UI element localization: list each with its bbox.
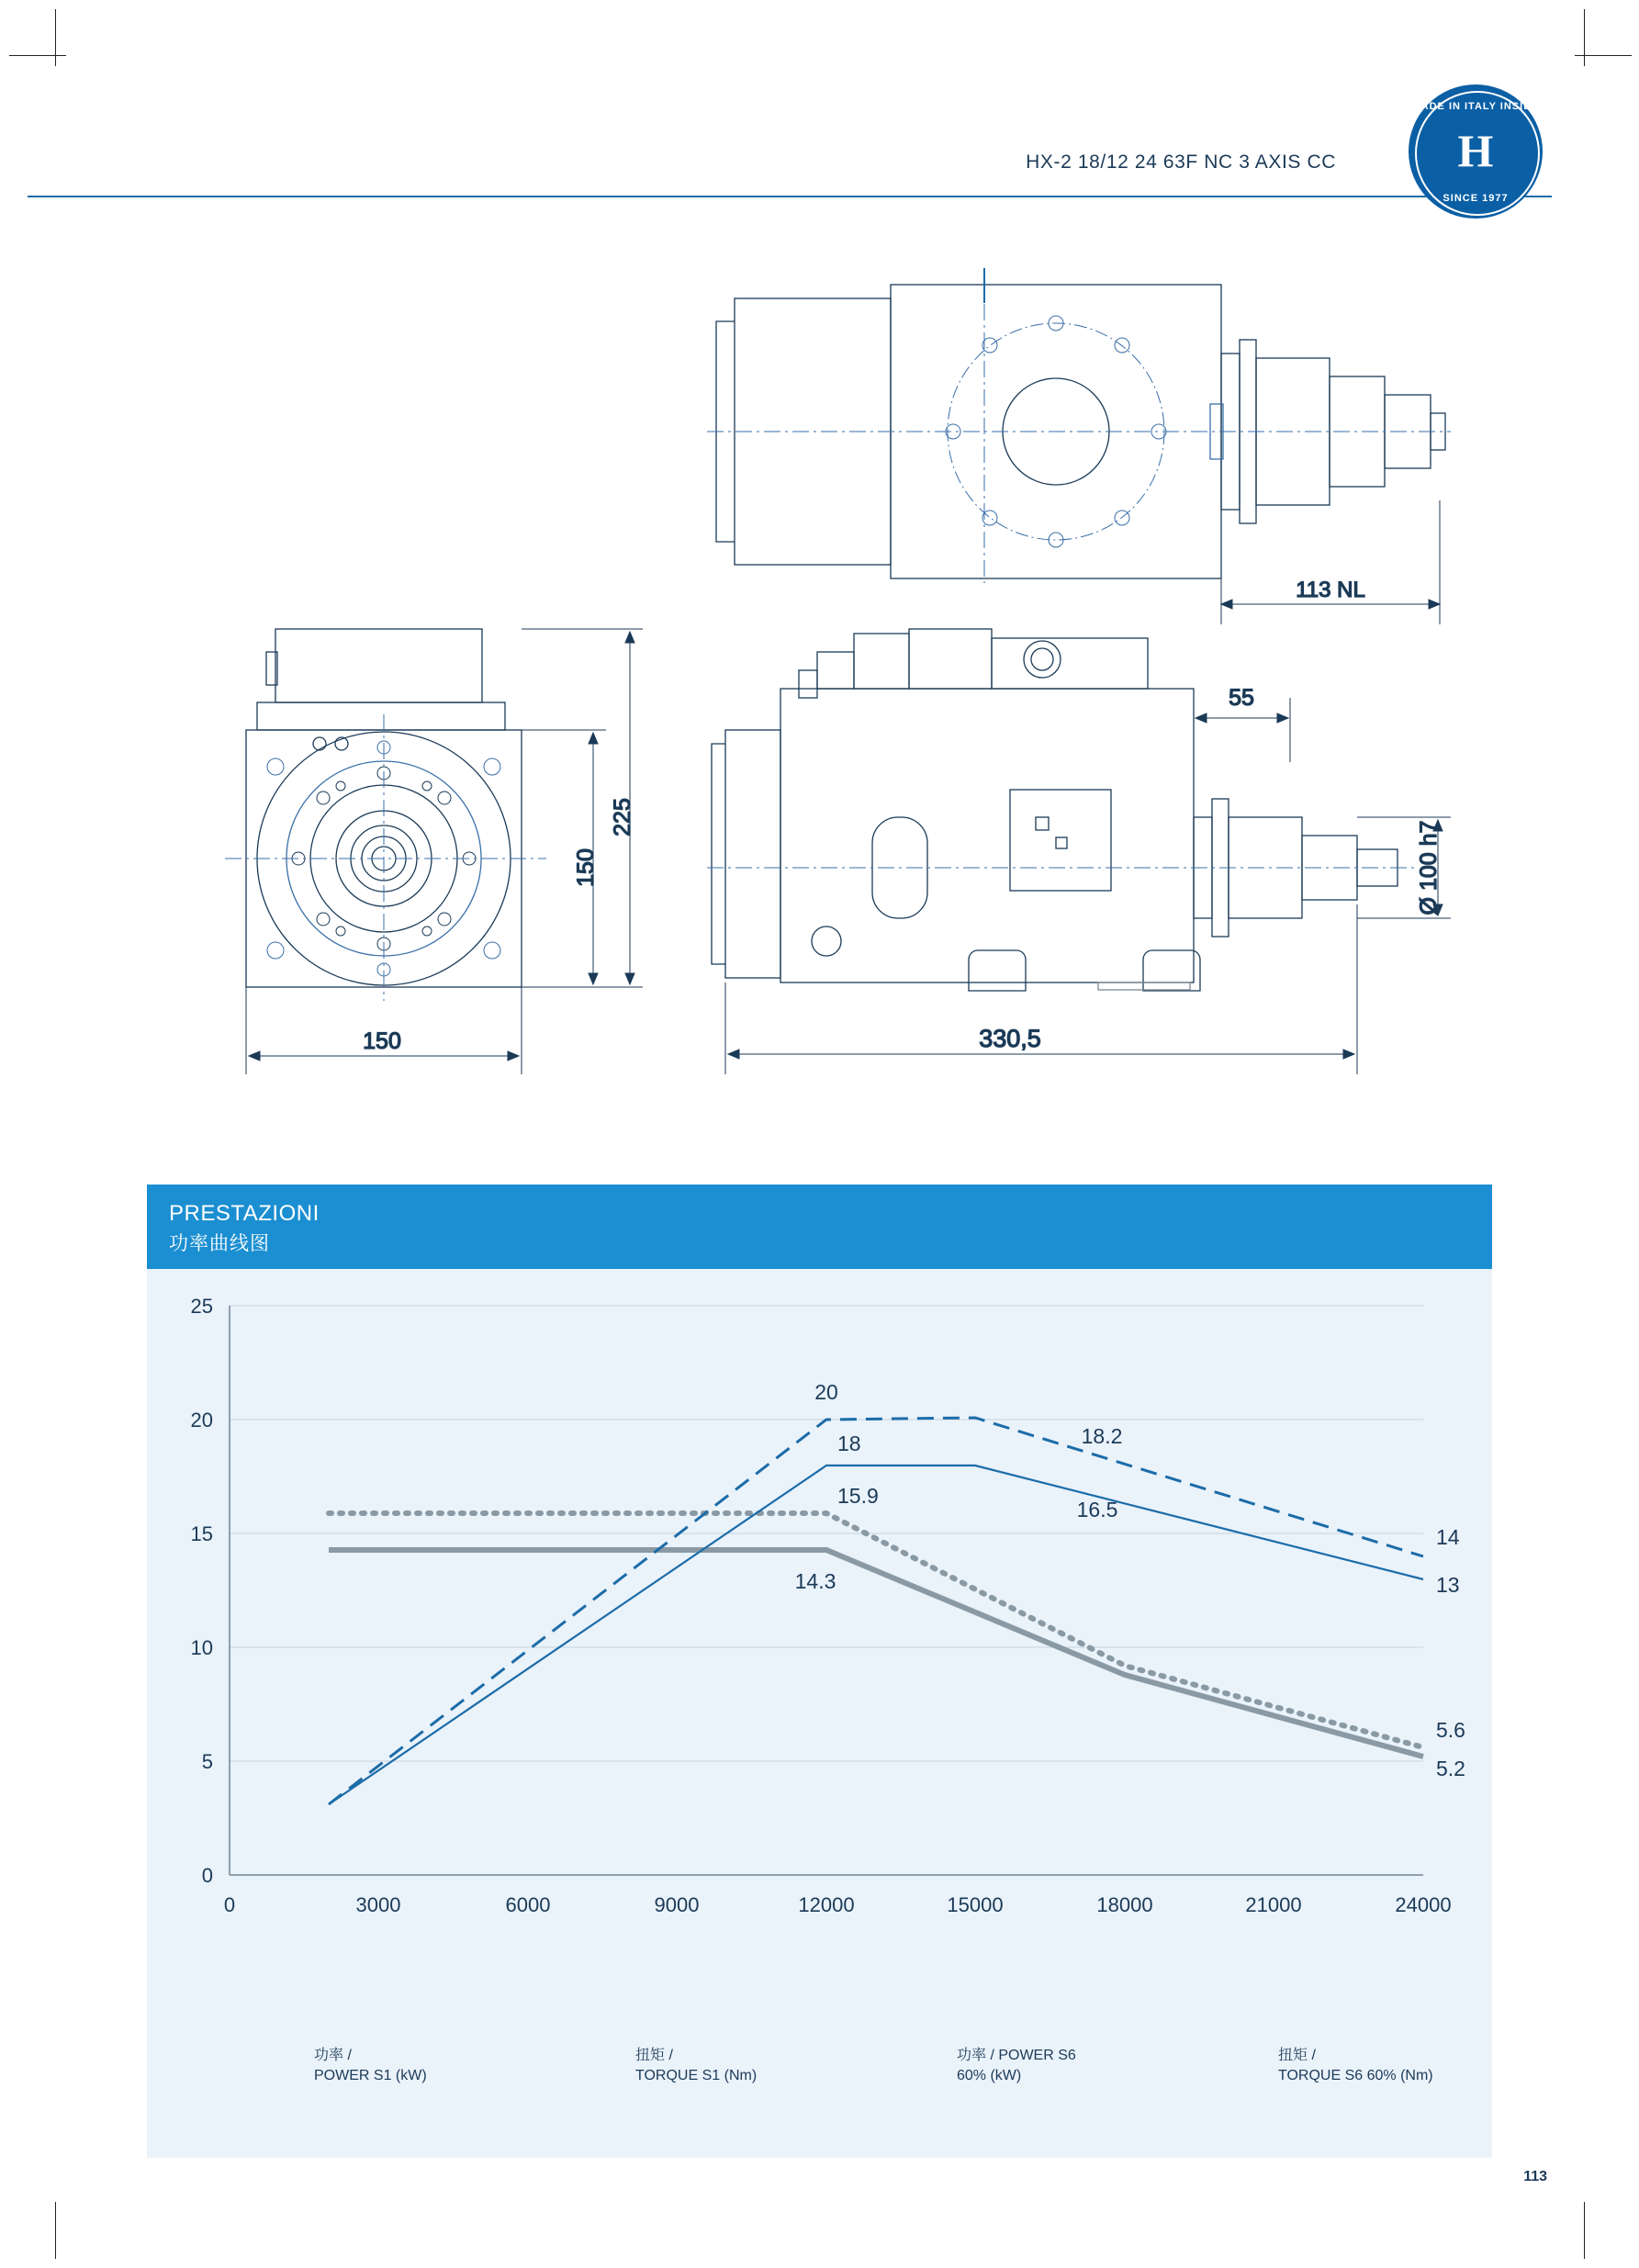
legend-label-power-s6: 功率 / POWER S6 60% (kW) xyxy=(957,2048,1076,2083)
x-tick-12000: 12000 xyxy=(798,1893,855,1916)
dim-150-height: 150 xyxy=(573,848,599,887)
series-torque-s1 xyxy=(329,1550,1423,1757)
series-power-s6 xyxy=(329,1418,1423,1804)
annot-14: 14 xyxy=(1436,1525,1460,1549)
dim-diameter: Ø 100 h7 xyxy=(1416,820,1442,915)
annot-16-5: 16.5 xyxy=(1076,1498,1118,1521)
drawing-front-view xyxy=(225,629,643,1074)
crop-mark xyxy=(1584,2202,1585,2259)
drawing-top-view xyxy=(707,268,1451,624)
annot-14-3: 14.3 xyxy=(794,1569,836,1593)
dim-330-5: 330,5 xyxy=(979,1025,1041,1052)
x-tick-9000: 9000 xyxy=(654,1893,700,1916)
seal-letter: H xyxy=(1457,124,1494,176)
y-tick-15: 15 xyxy=(190,1522,213,1545)
annot-18: 18 xyxy=(837,1432,861,1455)
seal-top-text: MADE IN ITALY INSIDE xyxy=(1411,101,1540,112)
y-tick-5: 5 xyxy=(201,1750,213,1773)
y-tick-10: 10 xyxy=(190,1636,213,1659)
annot-13: 13 xyxy=(1436,1573,1460,1597)
series-power-s1 xyxy=(329,1465,1423,1804)
x-tick-15000: 15000 xyxy=(947,1893,1004,1916)
dim-225: 225 xyxy=(610,798,635,836)
annot-20: 20 xyxy=(814,1380,838,1404)
performance-panel xyxy=(147,1185,1492,2158)
annot-18-2: 18.2 xyxy=(1081,1424,1123,1448)
crop-mark xyxy=(1584,9,1585,66)
technical-drawings xyxy=(0,266,1639,1139)
dim-150-width: 150 xyxy=(363,1028,401,1054)
annot-5-2: 5.2 xyxy=(1436,1757,1465,1780)
seal-bottom-text: SINCE 1977 xyxy=(1443,193,1509,204)
x-tick-24000: 24000 xyxy=(1395,1893,1452,1916)
y-tick-25: 25 xyxy=(190,1295,213,1318)
chart-legend xyxy=(147,2048,1492,2130)
crop-mark xyxy=(55,2202,56,2259)
y-tick-20: 20 xyxy=(190,1409,213,1432)
drawing-side-view xyxy=(707,629,1451,1074)
x-tick-0: 0 xyxy=(223,1893,236,1916)
crop-mark xyxy=(1575,55,1632,56)
made-in-italy-seal-icon xyxy=(1409,84,1543,219)
legend-label-power-s1: 功率 / POWER S1 (kW) xyxy=(314,2048,427,2083)
power-curve-chart xyxy=(147,1269,1492,2068)
y-tick-0: 0 xyxy=(201,1864,213,1887)
crop-mark xyxy=(9,55,66,56)
annot-15-9: 15.9 xyxy=(837,1484,879,1508)
performance-title-zh: 功率曲线图 xyxy=(169,1233,270,1254)
crop-mark xyxy=(55,9,56,66)
header-rule xyxy=(28,196,1552,197)
dim-113nl: 113 NL xyxy=(1296,578,1365,602)
page-number: 113 xyxy=(1523,2169,1547,2184)
x-tick-6000: 6000 xyxy=(505,1893,551,1916)
dim-55: 55 xyxy=(1229,685,1254,711)
x-tick-3000: 3000 xyxy=(355,1893,401,1916)
legend-label-torque-s1: 扭矩 / TORQUE S1 (Nm) xyxy=(635,2048,758,2083)
annot-5-6: 5.6 xyxy=(1436,1718,1465,1742)
performance-header xyxy=(147,1185,1492,1269)
performance-title-it: PRESTAZIONI xyxy=(169,1201,320,1226)
x-tick-18000: 18000 xyxy=(1096,1893,1153,1916)
legend-label-torque-s6: 扭矩 / TORQUE S6 60% (Nm) xyxy=(1278,2048,1433,2083)
page-title: HX-2 18/12 24 63F NC 3 AXIS CC xyxy=(1026,152,1336,173)
x-tick-21000: 21000 xyxy=(1245,1893,1302,1916)
